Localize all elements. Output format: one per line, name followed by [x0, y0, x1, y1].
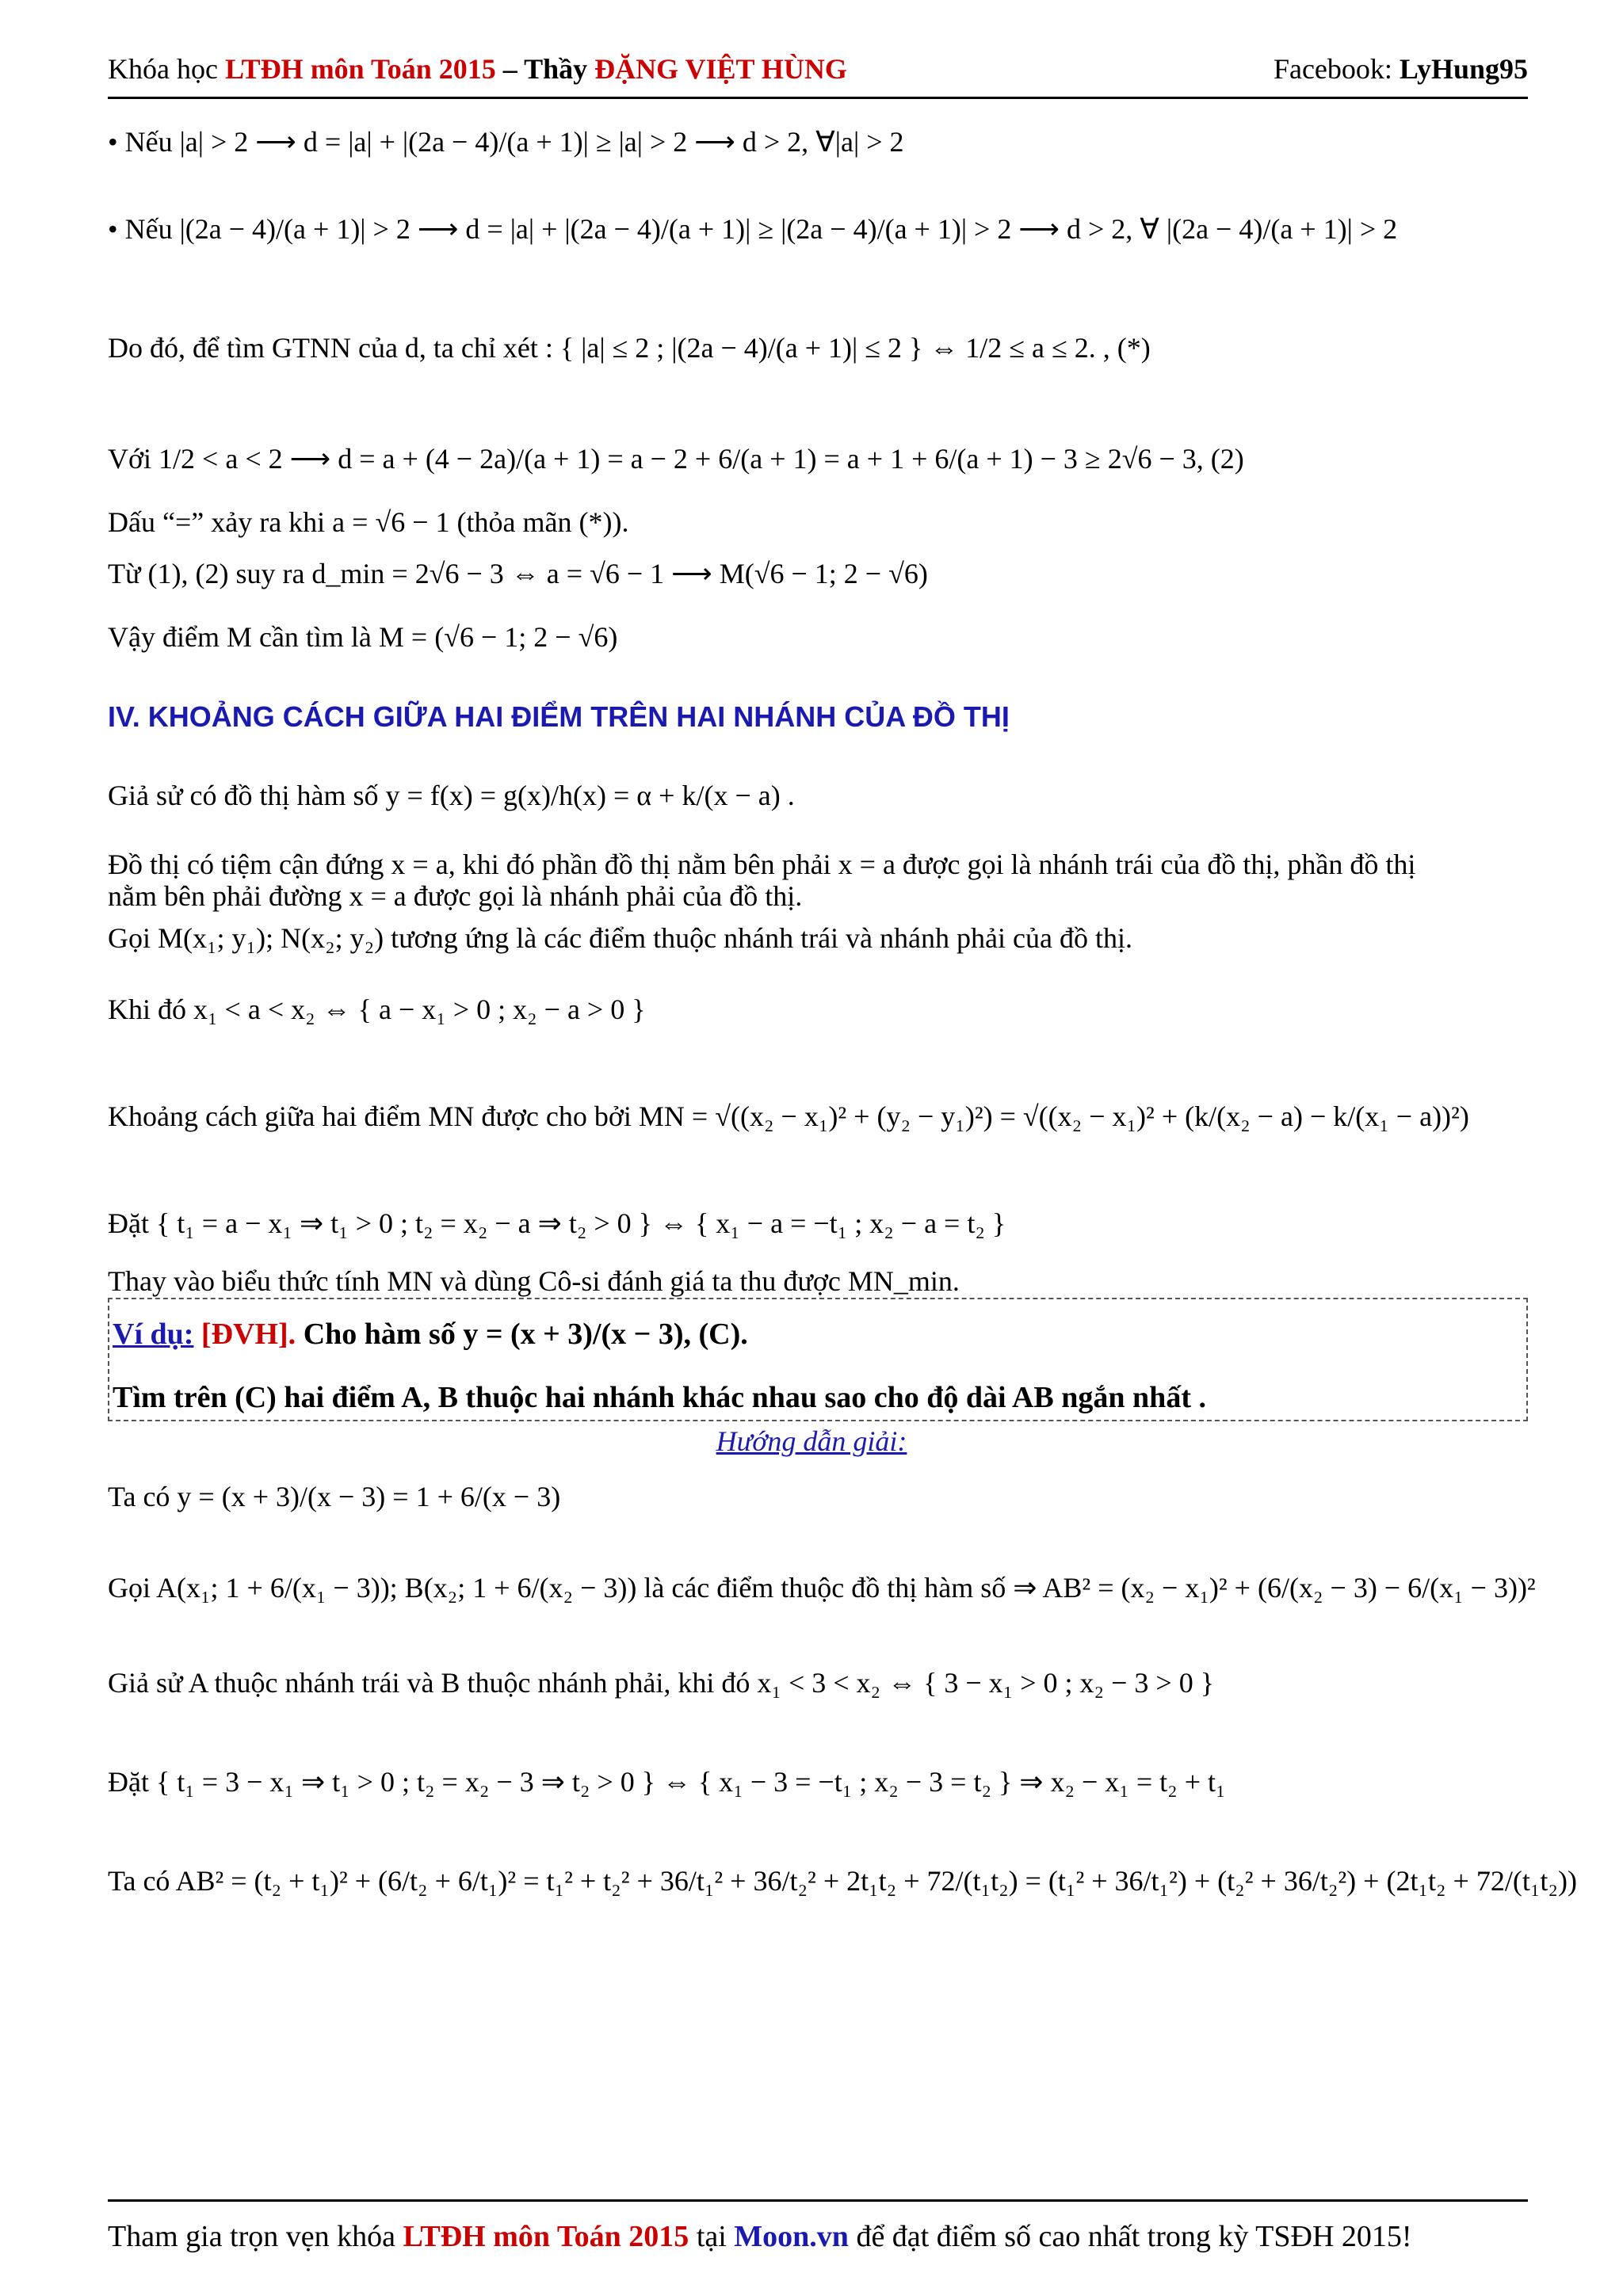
- example-box: [108, 1298, 1528, 1421]
- solution-step-4: Đặt { t₁ = 3 − x₁ ⇒ t₁ > 0 ; t₂ = x₂ − 3 ⇒ t₂ > 0 } ⇔ { x₁ − 3 = −t₁ ; x₂ − 3 = t₂ } ⇒ x₂ − x₁ = t₂ + t₁: [108, 1766, 1226, 1798]
- line-case-2: • Nếu |(2a − 4)/(a + 1)| > 2 ⟶ d = |a| + |(2a − 4)/(a + 1)| ≥ |(2a − 4)/(a + 1)| > 2 ⟶ d > 2, ∀ |(2a − 4)/(a + 1)| > 2: [108, 213, 1398, 245]
- footer-site-link[interactable]: Moon.vn: [734, 2220, 849, 2253]
- solution-step-3: Giả sử A thuộc nhánh trái và B thuộc nhánh phải, khi đó x₁ < 3 < x₂ ⇔ { 3 − x₁ > 0 ; x₂ − 3 > 0 }: [108, 1667, 1214, 1699]
- solution-step-1: Ta có y = (x + 3)/(x − 3) = 1 + 6/(x − 3): [108, 1481, 561, 1512]
- page-footer: Tham gia trọn vẹn khóa LTĐH môn Toán 2015 tại Moon.vn để đạt điểm số cao nhất trong kỳ TSĐH 2015!: [108, 2199, 1528, 2254]
- body-distance: Khoảng cách giữa hai điểm MN được cho bởi MN = √((x₂ − x₁)² + (y₂ − y₁)²) = √((x₂ − x₁)² + (k/(x₂ − a) − k/(x₁ − a))²): [108, 1100, 1469, 1132]
- line-case-1: • Nếu |a| > 2 ⟶ d = |a| + |(2a − 4)/(a + 1)| ≥ |a| > 2 ⟶ d > 2, ∀|a| > 2: [108, 126, 904, 158]
- footer-course: LTĐH môn Toán 2015: [403, 2220, 689, 2253]
- example-statement: Ví dụ: [ĐVH]. Cho hàm số y = (x + 3)/(x − 3), (C).: [113, 1318, 748, 1351]
- body-cosi: Thay vào biểu thức tính MN và dùng Cô-si đánh giá ta thu được MN_min.: [108, 1265, 960, 1297]
- solution-step-5: Ta có AB² = (t₂ + t₁)² + (6/t₂ + 6/t₁)² = t₁² + t₂² + 36/t₁² + 36/t₂² + 2t₁t₂ + 72/(t₁t₂) = (t₁² + 36/t₁²) + (t₂² + 36/t₂²) + (2t₁t₂ + 72/(t₁t₂)): [108, 1865, 1577, 1897]
- line-conclude: Từ (1), (2) suy ra d_min = 2√6 − 3 ⇔ a = √6 − 1 ⟶ M(√6 − 1; 2 − √6): [108, 558, 928, 589]
- body-points: Gọi M(x₁; y₁); N(x₂; y₂) tương ứng là các điểm thuộc nhánh trái và nhánh phải của đồ thị.: [108, 922, 1132, 954]
- line-condition: Do đó, để tìm GTNN của d, ta chỉ xét : { |a| ≤ 2 ; |(2a − 4)/(a + 1)| ≤ 2 } ⇔ 1/2 ≤ a ≤ 2. , (*): [108, 332, 1151, 364]
- header-facebook: Facebook: LyHung95: [1273, 53, 1528, 85]
- section-title: IV. KHOẢNG CÁCH GIỮA HAI ĐIỂM TRÊN HAI NHÁNH CỦA ĐỒ THỊ: [108, 700, 1010, 733]
- example-tag: [ĐVH].: [193, 1318, 296, 1351]
- body-asymptote-cont: nằm bên phải đường x = a được gọi là nhánh phải của đồ thị.: [108, 880, 803, 912]
- page-header: [108, 52, 1528, 99]
- body-asymptote: Đồ thị có tiệm cận đứng x = a, khi đó phần đồ thị nằm bên phải x = a được gọi là nhánh trái của đồ thị, phần đồ thị: [108, 849, 1416, 880]
- solution-heading: Hướng dẫn giải:: [716, 1425, 907, 1457]
- example-label: Ví dụ:: [113, 1318, 194, 1351]
- example-task: Tìm trên (C) hai điểm A, B thuộc hai nhánh khác nhau sao cho độ dài AB ngắn nhất .: [113, 1381, 1206, 1414]
- line-answer: Vậy điểm M cần tìm là M = (√6 − 1; 2 − √6): [108, 621, 618, 653]
- body-condition: Khi đó x₁ < a < x₂ ⇔ { a − x₁ > 0 ; x₂ − a > 0 }: [108, 994, 646, 1025]
- line-with: Với 1/2 < a < 2 ⟶ d = a + (4 − 2a)/(a + 1) = a − 2 + 6/(a + 1) = a + 1 + 6/(a + 1) − 3 ≥ 2√6 − 3, (2): [108, 443, 1244, 475]
- body-substitute: Đặt { t₁ = a − x₁ ⇒ t₁ > 0 ; t₂ = x₂ − a ⇒ t₂ > 0 } ⇔ { x₁ − a = −t₁ ; x₂ − a = t₂ }: [108, 1207, 1006, 1239]
- header-course: Khóa học LTĐH môn Toán 2015 – Thầy ĐẶNG VIỆT HÙNG: [108, 53, 847, 85]
- facebook-name: LyHung95: [1399, 53, 1528, 85]
- solution-step-2: Gọi A(x₁; 1 + 6/(x₁ − 3)); B(x₂; 1 + 6/(x₂ − 3)) là các điểm thuộc đồ thị hàm số ⇒ AB² = (x₂ − x₁)² + (6/(x₂ − 3) − 6/(x₁ − 3))²: [108, 1572, 1536, 1604]
- body-assume: Giả sử có đồ thị hàm số y = f(x) = g(x)/h(x) = α + k/(x − a) .: [108, 780, 795, 811]
- course-name: LTĐH môn Toán 2015: [224, 53, 496, 85]
- line-equality: Dấu “=” xảy ra khi a = √6 − 1 (thỏa mãn (*)).: [108, 506, 629, 538]
- teacher-name: ĐẶNG VIỆT HÙNG: [594, 53, 847, 85]
